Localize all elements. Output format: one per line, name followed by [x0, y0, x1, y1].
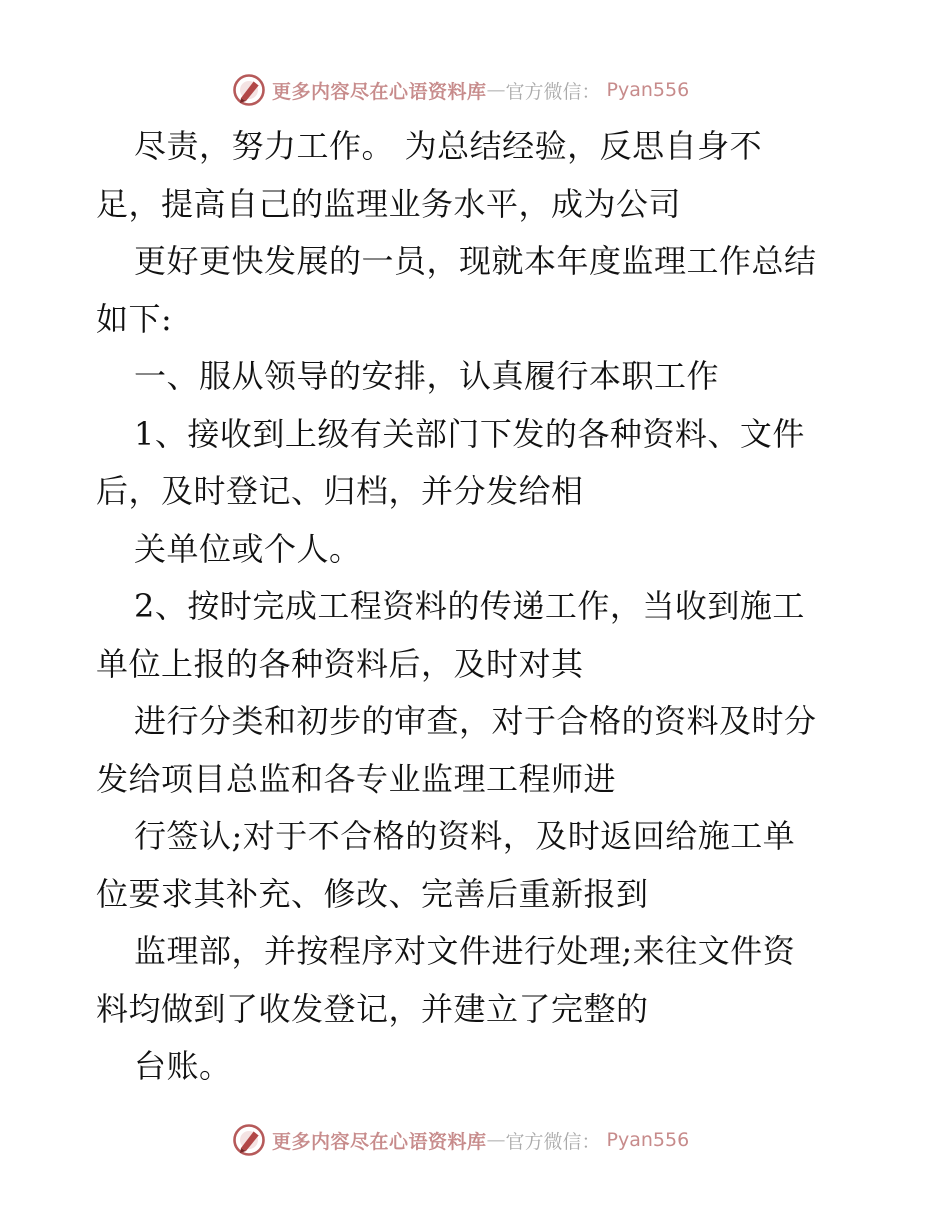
watermark-footer — [232, 1122, 689, 1158]
watermark-label: 官方微信 — [505, 80, 582, 103]
text-line: 2、按时完成工程资料的传递工作，当收到施工 — [134, 587, 805, 625]
text-line: 进行分类和初步的审查，对于合格的资料及时分 — [134, 702, 817, 740]
text-line: 更好更快发展的一员，现就本年度监理工作总结 — [134, 242, 817, 280]
text-line: 足，提高自己的监理业务水平，成为公司 — [96, 184, 682, 223]
watermark-brand-text: 更多内容尽在心语资料库 — [272, 1130, 487, 1153]
text-line: 监理部，并按程序对文件进行处理;来往文件资 — [134, 932, 796, 970]
text-line: 关单位或个人。 — [134, 529, 362, 568]
watermark-brand-text: 更多内容尽在心语资料库 — [272, 80, 487, 103]
text-line: 发给项目总监和各专业监理工程师进 — [96, 759, 617, 798]
section-heading: 一、服从领导的安排，认真履行本职工作 — [134, 357, 720, 395]
text-line: 后，及时登记、归档，并分发给相 — [96, 472, 584, 510]
text-line: 如下: — [96, 299, 173, 338]
text-line: 单位上报的各种资料后，及时对其 — [96, 644, 584, 683]
pen-logo-icon — [232, 1123, 266, 1157]
text-line: 位要求其补充、修改、完善后重新报到 — [96, 874, 649, 913]
watermark-colon: ： — [581, 1130, 601, 1153]
text-line: 料均做到了收发登记，并建立了完整的 — [96, 989, 649, 1028]
watermark-wechat-id: Pyan556 — [606, 79, 690, 101]
text-line: 行签认;对于不合格的资料，及时返回给施工单 — [134, 817, 796, 855]
text-line: 尽责，努力工作。 为总结经验，反思自身不 — [134, 127, 763, 165]
text-line: 台账。 — [134, 1047, 232, 1085]
watermark-separator: — — [486, 79, 506, 101]
pen-logo-icon — [232, 73, 266, 107]
watermark-label: 官方微信 — [505, 1130, 582, 1153]
text-line: 1、接收到上级有关部门下发的各种资料、文件 — [134, 414, 805, 453]
watermark-header — [232, 72, 689, 108]
watermark-separator: — — [486, 1129, 506, 1151]
watermark-colon: ： — [581, 80, 601, 103]
document-body — [96, 118, 866, 1096]
watermark-wechat-id: Pyan556 — [606, 1129, 690, 1151]
